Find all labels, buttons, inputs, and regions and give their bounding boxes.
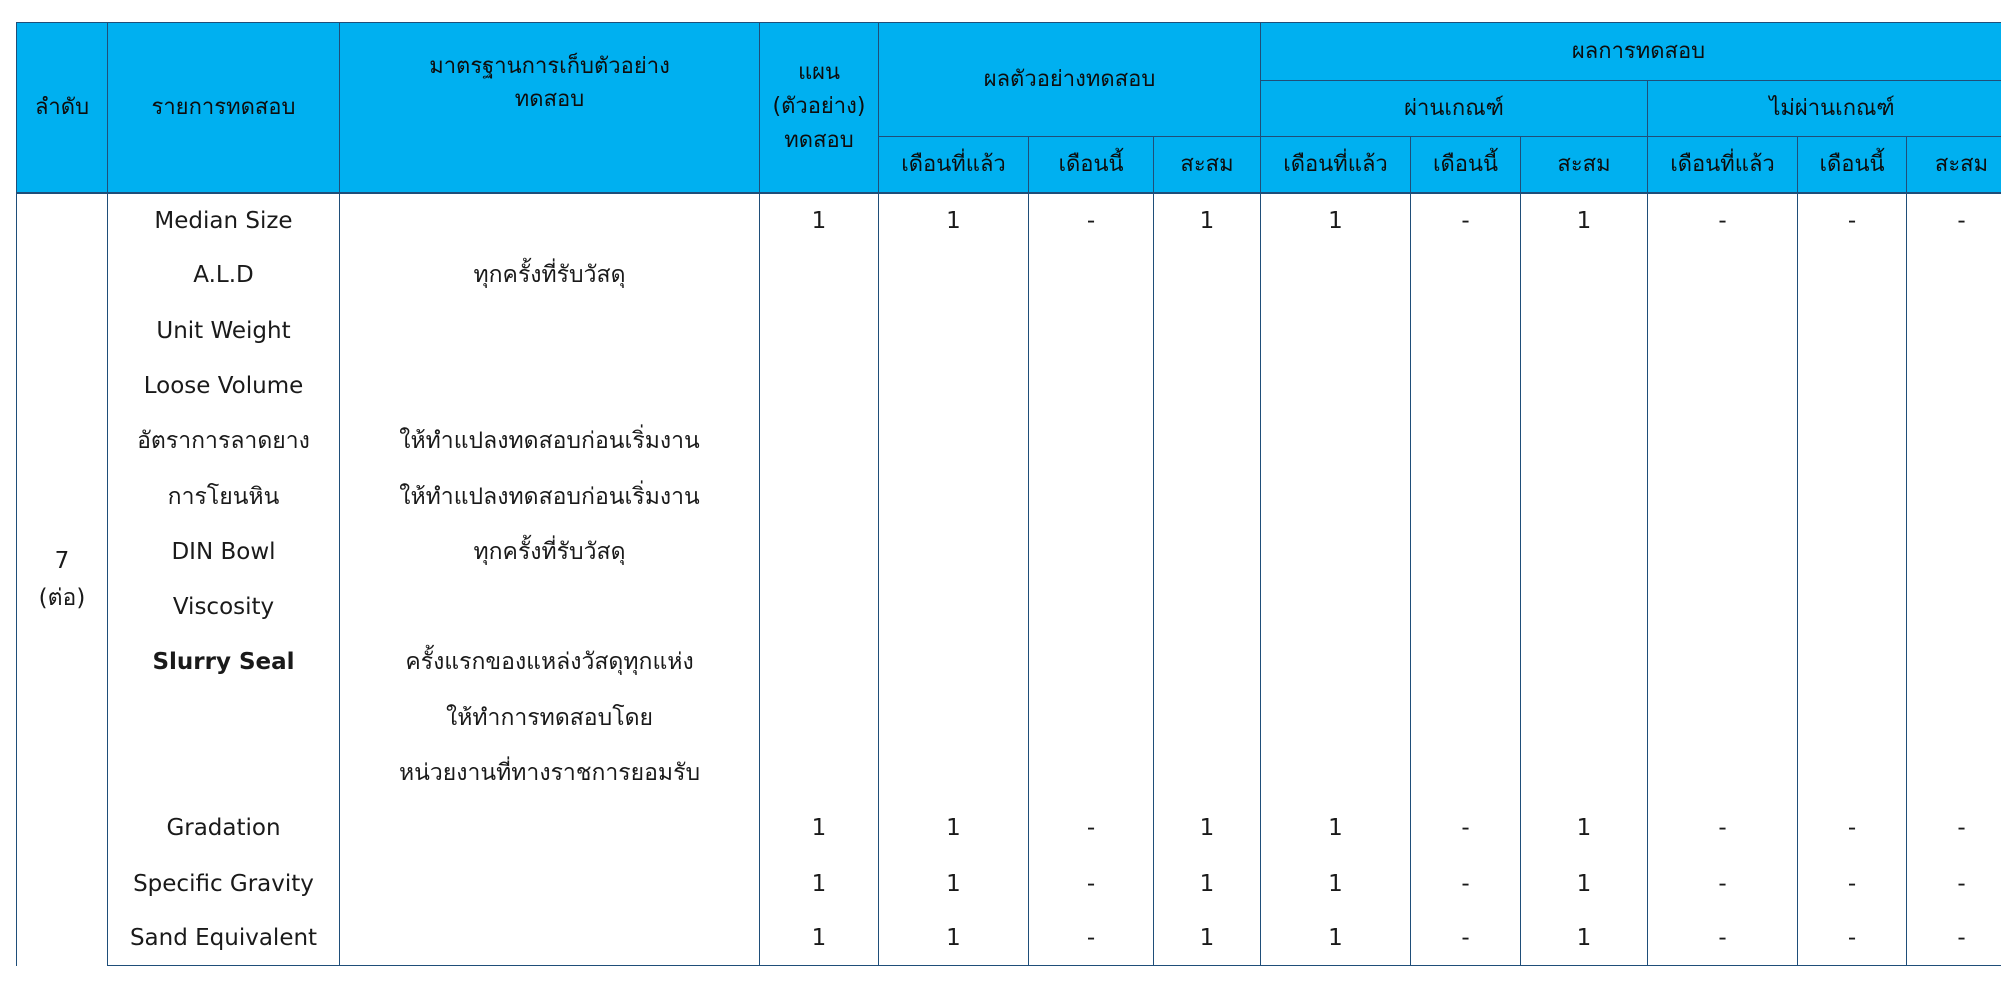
plan-cell: [760, 303, 879, 358]
sample-cum-cell: 1: [1154, 801, 1261, 856]
plan-cell: [760, 414, 879, 469]
pass-now-cell: [1411, 524, 1521, 579]
header-sample-this-month: เดือนนี้: [1029, 137, 1154, 193]
pass-cum-cell: [1521, 524, 1648, 579]
test-item: DIN Bowl: [108, 524, 340, 579]
test-item: Slurry Seal: [108, 635, 340, 690]
sample-cum-cell: [1154, 690, 1261, 745]
plan-cell: 1: [760, 801, 879, 856]
pass-prev-cell: [1261, 248, 1411, 303]
fail-now-cell: -: [1798, 801, 1907, 856]
header-sample-cumulative: สะสม: [1154, 137, 1261, 193]
header-fail: ไม่ผ่านเกณฑ์: [1648, 81, 2001, 137]
fail-now-cell: [1798, 690, 1907, 745]
plan-cell: 1: [760, 911, 879, 965]
fail-prev-cell: [1648, 303, 1798, 358]
sample-prev-cell: [879, 303, 1029, 358]
fail-prev-cell: [1648, 524, 1798, 579]
sample-now-cell: [1029, 635, 1154, 690]
plan-cell: 1: [760, 193, 879, 248]
fail-now-cell: -: [1798, 911, 1907, 965]
test-item: Unit Weight: [108, 303, 340, 358]
test-item: Loose Volume: [108, 358, 340, 413]
pass-prev-cell: 1: [1261, 856, 1411, 911]
header-pass-prev-month: เดือนที่แล้ว: [1261, 137, 1411, 193]
standard-cell: [340, 303, 760, 358]
fail-cum-cell: [1907, 358, 2001, 413]
fail-now-cell: -: [1798, 193, 1907, 248]
header-fail-prev-month: เดือนที่แล้ว: [1648, 137, 1798, 193]
fail-prev-cell: [1648, 248, 1798, 303]
fail-prev-cell: [1648, 358, 1798, 413]
fail-cum-cell: [1907, 635, 2001, 690]
header-test-item: รายการทดสอบ: [108, 23, 340, 193]
pass-prev-cell: 1: [1261, 193, 1411, 248]
table-row: [17, 469, 2001, 524]
standard-cell: [340, 358, 760, 413]
table-row: [17, 635, 2001, 690]
fail-prev-cell: [1648, 579, 1798, 634]
table-row: [17, 248, 2001, 303]
table-row: [17, 856, 2001, 911]
fail-now-cell: [1798, 579, 1907, 634]
pass-prev-cell: 1: [1261, 911, 1411, 965]
pass-cum-cell: [1521, 248, 1648, 303]
sample-prev-cell: 1: [879, 801, 1029, 856]
fail-now-cell: [1798, 524, 1907, 579]
standard-cell: [340, 193, 760, 248]
test-item: [108, 690, 340, 745]
pass-cum-cell: [1521, 690, 1648, 745]
pass-prev-cell: [1261, 414, 1411, 469]
pass-prev-cell: [1261, 358, 1411, 413]
sample-now-cell: [1029, 414, 1154, 469]
sample-now-cell: [1029, 303, 1154, 358]
pass-cum-cell: [1521, 745, 1648, 800]
fail-cum-cell: [1907, 469, 2001, 524]
fail-cum-cell: [1907, 414, 2001, 469]
test-item: Viscosity: [108, 579, 340, 634]
fail-now-cell: [1798, 635, 1907, 690]
fail-now-cell: [1798, 469, 1907, 524]
pass-prev-cell: 1: [1261, 801, 1411, 856]
fail-cum-cell: -: [1907, 801, 2001, 856]
header-sample-results: ผลตัวอย่างทดสอบ: [879, 23, 1261, 137]
pass-now-cell: -: [1411, 911, 1521, 965]
sample-now-cell: [1029, 248, 1154, 303]
plan-cell: [760, 469, 879, 524]
pass-cum-cell: [1521, 414, 1648, 469]
plan-cell: [760, 690, 879, 745]
sample-prev-cell: [879, 469, 1029, 524]
test-item: A.L.D: [108, 248, 340, 303]
pass-prev-cell: [1261, 469, 1411, 524]
sample-now-cell: [1029, 745, 1154, 800]
standard-cell: ให้ทำแปลงทดสอบก่อนเริ่มงาน: [340, 469, 760, 524]
pass-prev-cell: [1261, 745, 1411, 800]
table-header: [17, 23, 2001, 193]
test-results-table: [16, 22, 2001, 966]
pass-now-cell: [1411, 303, 1521, 358]
plan-cell: [760, 579, 879, 634]
sample-prev-cell: [879, 414, 1029, 469]
sample-cum-cell: 1: [1154, 193, 1261, 248]
sample-now-cell: [1029, 690, 1154, 745]
sample-prev-cell: [879, 745, 1029, 800]
pass-cum-cell: 1: [1521, 193, 1648, 248]
fail-prev-cell: [1648, 469, 1798, 524]
fail-cum-cell: [1907, 579, 2001, 634]
pass-now-cell: [1411, 579, 1521, 634]
plan-cell: [760, 248, 879, 303]
pass-cum-cell: 1: [1521, 911, 1648, 965]
fail-now-cell: [1798, 358, 1907, 413]
plan-cell: [760, 745, 879, 800]
pass-cum-cell: [1521, 469, 1648, 524]
fail-cum-cell: -: [1907, 193, 2001, 248]
fail-prev-cell: [1648, 635, 1798, 690]
sample-cum-cell: [1154, 248, 1261, 303]
fail-cum-cell: [1907, 303, 2001, 358]
plan-cell: [760, 635, 879, 690]
standard-cell: [340, 579, 760, 634]
sample-cum-cell: [1154, 579, 1261, 634]
sample-now-cell: [1029, 524, 1154, 579]
header-test-results: ผลการทดสอบ: [1261, 23, 2001, 81]
standard-cell: ให้ทำแปลงทดสอบก่อนเริ่มงาน: [340, 414, 760, 469]
sample-now-cell: -: [1029, 911, 1154, 965]
pass-cum-cell: [1521, 635, 1648, 690]
table-row: [17, 690, 2001, 745]
standard-cell: ให้ทำการทดสอบโดย: [340, 690, 760, 745]
seq-cell: [17, 193, 108, 966]
sample-now-cell: [1029, 469, 1154, 524]
sample-now-cell: -: [1029, 856, 1154, 911]
table-row: [17, 801, 2001, 856]
sample-now-cell: [1029, 358, 1154, 413]
test-item: อัตราการลาดยาง: [108, 414, 340, 469]
pass-now-cell: [1411, 248, 1521, 303]
pass-prev-cell: [1261, 303, 1411, 358]
fail-cum-cell: [1907, 690, 2001, 745]
fail-prev-cell: -: [1648, 193, 1798, 248]
table-row: [17, 745, 2001, 800]
pass-cum-cell: 1: [1521, 801, 1648, 856]
header-sample-prev-month: เดือนที่แล้ว: [879, 137, 1029, 193]
header-fail-this-month: เดือนนี้: [1798, 137, 1907, 193]
table-row: [17, 414, 2001, 469]
standard-cell: ทุกครั้งที่รับวัสดุ: [340, 524, 760, 579]
fail-prev-cell: [1648, 690, 1798, 745]
table-row: [17, 524, 2001, 579]
sample-cum-cell: [1154, 524, 1261, 579]
seq-number: 7: [54, 547, 70, 574]
test-item: Specific Gravity: [108, 856, 340, 911]
header-plan: [760, 23, 879, 193]
sample-prev-cell: [879, 248, 1029, 303]
standard-cell: ครั้งแรกของแหล่งวัสดุทุกแห่ง: [340, 635, 760, 690]
sample-prev-cell: [879, 358, 1029, 413]
fail-prev-cell: [1648, 414, 1798, 469]
fail-now-cell: [1798, 745, 1907, 800]
pass-prev-cell: [1261, 579, 1411, 634]
pass-prev-cell: [1261, 635, 1411, 690]
standard-cell: ทุกครั้งที่รับวัสดุ: [340, 248, 760, 303]
sample-now-cell: -: [1029, 801, 1154, 856]
pass-now-cell: -: [1411, 801, 1521, 856]
standard-cell: [340, 856, 760, 911]
pass-prev-cell: [1261, 524, 1411, 579]
sample-cum-cell: [1154, 358, 1261, 413]
sample-cum-cell: [1154, 469, 1261, 524]
table-row: [17, 303, 2001, 358]
sample-cum-cell: 1: [1154, 856, 1261, 911]
fail-prev-cell: -: [1648, 856, 1798, 911]
sample-now-cell: -: [1029, 193, 1154, 248]
table-row: [17, 911, 2001, 965]
sample-cum-cell: [1154, 414, 1261, 469]
table-row: [17, 358, 2001, 413]
standard-cell: [340, 911, 760, 965]
fail-now-cell: [1798, 414, 1907, 469]
fail-prev-cell: -: [1648, 801, 1798, 856]
pass-cum-cell: 1: [1521, 856, 1648, 911]
pass-cum-cell: [1521, 303, 1648, 358]
sample-cum-cell: 1: [1154, 911, 1261, 965]
header-seq: ลำดับ: [17, 23, 108, 193]
sample-prev-cell: 1: [879, 193, 1029, 248]
pass-cum-cell: [1521, 579, 1648, 634]
test-item: Median Size: [108, 193, 340, 248]
pass-cum-cell: [1521, 358, 1648, 413]
header-sampling-standard: [340, 23, 760, 193]
standard-cell: หน่วยงานที่ทางราชการยอมรับ: [340, 745, 760, 800]
pass-now-cell: [1411, 745, 1521, 800]
sample-prev-cell: [879, 524, 1029, 579]
pass-prev-cell: [1261, 690, 1411, 745]
test-item: [108, 745, 340, 800]
pass-now-cell: [1411, 358, 1521, 413]
sample-now-cell: [1029, 579, 1154, 634]
sample-prev-cell: 1: [879, 911, 1029, 965]
header-fail-cumulative: สะสม: [1907, 137, 2001, 193]
test-item: Sand Equivalent: [108, 911, 340, 965]
fail-prev-cell: [1648, 745, 1798, 800]
fail-cum-cell: [1907, 248, 2001, 303]
fail-now-cell: [1798, 303, 1907, 358]
pass-now-cell: [1411, 469, 1521, 524]
pass-now-cell: [1411, 635, 1521, 690]
table-row: [17, 193, 2001, 248]
header-pass-this-month: เดือนนี้: [1411, 137, 1521, 193]
table-row: [17, 579, 2001, 634]
plan-cell: [760, 358, 879, 413]
fail-cum-cell: -: [1907, 911, 2001, 965]
fail-cum-cell: [1907, 524, 2001, 579]
header-plan-text: แผน (ตัวอย่าง) ทดสอบ: [772, 60, 866, 154]
fail-now-cell: -: [1798, 856, 1907, 911]
test-item: การโยนหิน: [108, 469, 340, 524]
standard-cell: [340, 801, 760, 856]
header-standard-text: มาตรฐานการเก็บตัวอย่าง ทดสอบ: [429, 54, 670, 113]
header-pass: ผ่านเกณฑ์: [1261, 81, 1648, 137]
sample-prev-cell: [879, 690, 1029, 745]
sample-cum-cell: [1154, 303, 1261, 358]
sample-prev-cell: 1: [879, 856, 1029, 911]
header-pass-cumulative: สะสม: [1521, 137, 1648, 193]
pass-now-cell: -: [1411, 856, 1521, 911]
seq-note: (ต่อ): [38, 584, 86, 611]
pass-now-cell: [1411, 414, 1521, 469]
pass-now-cell: [1411, 690, 1521, 745]
fail-cum-cell: [1907, 745, 2001, 800]
plan-cell: 1: [760, 856, 879, 911]
plan-cell: [760, 524, 879, 579]
sample-prev-cell: [879, 635, 1029, 690]
pass-now-cell: -: [1411, 193, 1521, 248]
sample-cum-cell: [1154, 635, 1261, 690]
test-item: Gradation: [108, 801, 340, 856]
fail-now-cell: [1798, 248, 1907, 303]
fail-prev-cell: -: [1648, 911, 1798, 965]
table-body: [17, 193, 2001, 966]
sample-cum-cell: [1154, 745, 1261, 800]
sample-prev-cell: [879, 579, 1029, 634]
fail-cum-cell: -: [1907, 856, 2001, 911]
